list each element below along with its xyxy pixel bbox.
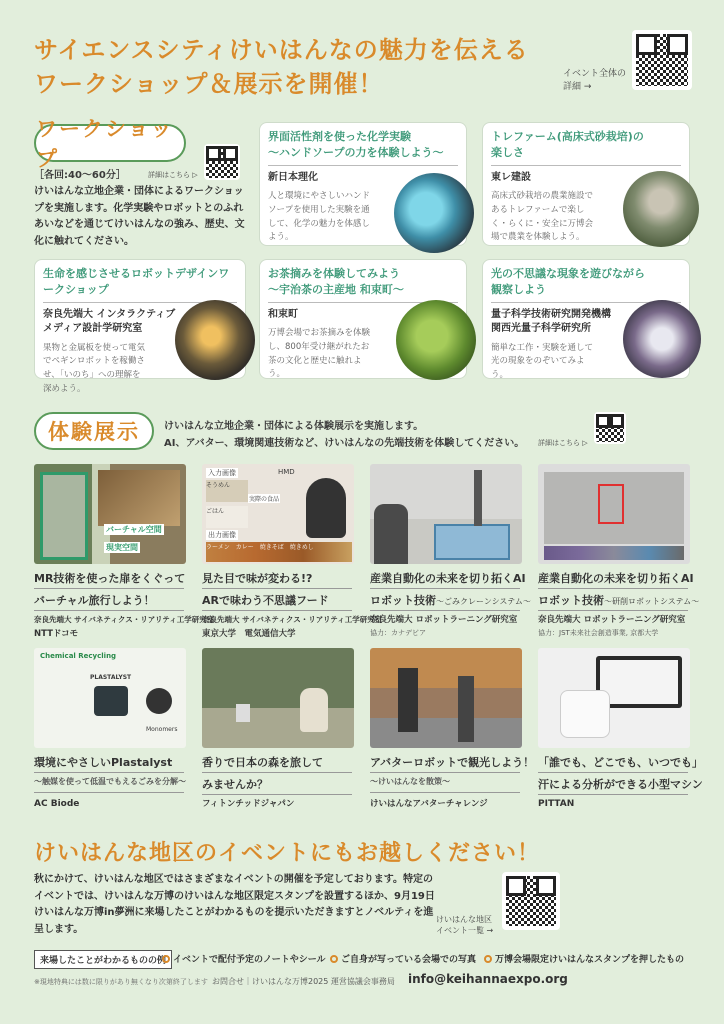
- exhibit-org-4a: 奈良先端大 ロボットラーニング研究室: [538, 615, 686, 625]
- workshop-card-torayfarm[interactable]: [482, 122, 690, 246]
- card-desc: 高床式砂栽培の農業施設であるトレファームで楽しく・らくに・安全に万博会場で農業を体験しよう。: [491, 191, 594, 243]
- footer-email-link[interactable]: info@keihannaexpo.org: [408, 972, 568, 986]
- card-title: 光の不思議な現象を遊びながら 観察しよう: [491, 267, 645, 296]
- card-org: 東レ建設: [491, 171, 531, 183]
- workshop-card-light[interactable]: [482, 259, 690, 379]
- light-photo: [623, 300, 701, 378]
- card-title: 界面活性剤を使った化学実験 〜ハンドソープの力を体験しよう〜: [268, 130, 444, 159]
- proof-label: 来場したことがわかるものの例: [34, 950, 172, 969]
- workshop-card-tea[interactable]: [259, 259, 467, 379]
- proof-item-2: ご自身が写っている会場での写真: [330, 952, 476, 965]
- exhibit-image-avatar-robot: [370, 648, 522, 748]
- exhibit-org-7: けいはんなアバターチャレンジ: [370, 799, 488, 809]
- workshop-section-title: ワークショップ: [34, 124, 186, 162]
- exhibit-title-7: アバターロボットで観光しよう！: [370, 756, 535, 769]
- label-plastalyst: PLASTALYST: [90, 674, 132, 681]
- headline-line-1: サイエンスシティけいはんなの魅力を伝える: [34, 36, 529, 64]
- exhibit-image-grinding: [538, 464, 690, 564]
- proof-item-1: イベントで配付予定のノートやシール: [162, 952, 326, 965]
- robot-photo: [175, 300, 255, 380]
- exhibit-title-3: 産業自動化の未来を切り拓くAI: [370, 572, 526, 585]
- exhibit-subtitle-7: 〜けいはんなを散策〜: [370, 777, 450, 786]
- card-org: 奈良先端大 インタラクティブ メディア設計学研究室: [43, 308, 176, 335]
- card-org: 新日本理化: [268, 171, 318, 183]
- workshop-card-chemistry[interactable]: [259, 122, 467, 246]
- label-output-foods: ラーメン カレー 焼きそば 焼きめし: [206, 542, 352, 562]
- exhibit-title-6: 香りで日本の森を旅して: [202, 756, 323, 769]
- label-monomers: Monomers: [146, 726, 178, 733]
- event-details-label: イベント全体の 詳細 →: [563, 69, 627, 92]
- exhibit-qr-code[interactable]: [594, 412, 626, 444]
- exhibit-org-8: PITTAN: [538, 799, 575, 809]
- label-virtual-space: バーチャル空間: [106, 525, 162, 534]
- workshop-duration: ［各回:40〜60分］: [34, 170, 126, 181]
- exhibit-subtitle-1: バーチャル旅行しよう！: [34, 594, 155, 607]
- exhibit-org-1a: 奈良先端大 サイバネティクス・リアリティ工学研究室: [34, 615, 215, 624]
- district-qr-code[interactable]: [502, 872, 560, 930]
- exhibit-image-forest: [202, 648, 354, 748]
- exhibit-image-crane: [370, 464, 522, 564]
- exhibit-details-label: 詳細はこちら ▷: [538, 439, 588, 447]
- exhibit-section-title: 体験展示: [34, 412, 154, 450]
- exhibit-subtitle-6: みませんか？: [202, 778, 268, 791]
- event-qr-code[interactable]: [632, 30, 692, 90]
- card-title: トレファーム(高床式砂栽培)の 楽しさ: [491, 130, 644, 159]
- exhibit-title-5: 環境にやさしいPlastalyst: [34, 756, 173, 769]
- footer-note: ※現地特典には数に限りがあり無くなり次第終了します: [34, 978, 208, 986]
- card-desc: 簡単な工作・実験を通して光の現象をのぞいてみよう。: [491, 342, 594, 381]
- exhibit-image-ar-food: [202, 464, 354, 564]
- exhibit-org-4b: 協力：JST未来社会創造事業, 京都大学: [538, 629, 659, 637]
- card-org: 和束町: [268, 308, 298, 320]
- label-real-space: 現実空間: [106, 543, 138, 552]
- workshop-qr-code[interactable]: [204, 144, 240, 180]
- district-qr-label: けいはんな地区 イベント一覧 →: [436, 915, 494, 935]
- exhibit-title-8: 「誰でも、どこでも、いつでも」: [538, 756, 703, 769]
- label-input-image: 入力画像: [208, 469, 236, 477]
- exhibit-org-1b: NTTドコモ: [34, 629, 79, 639]
- exhibit-title-2: 見た目で味が変わる!?: [202, 572, 313, 585]
- label-hmd: HMD: [278, 468, 295, 476]
- footer-contact: お問合せ｜けいはんな万博2025 運営協議会事務局: [212, 977, 395, 986]
- exhibit-intro: けいはんな立地企業・団体による体験展示を実施します。 AI、アバター、環境関連技術など、けいはんなの先端技術を体験してください。: [164, 421, 525, 449]
- label-real-food: 実際の食品: [249, 496, 280, 503]
- exhibit-org-2a: 奈良先端大 サイバネティクス・リアリティ工学研究室: [202, 615, 383, 624]
- card-desc: 人と環境にやさしいハンドソープを使用した実験を通して、化学の魅力を体感しよう。: [268, 191, 371, 243]
- exhibit-title-4: 産業自動化の未来を切り拓くAI: [538, 572, 694, 585]
- exhibit-title-1: MR技術を使った扉をくぐって: [34, 572, 186, 585]
- exhibit-org-2b: 東京大学 電気通信大学: [202, 629, 296, 639]
- exhibit-org-3a: 奈良先端大 ロボットラーニング研究室: [370, 615, 518, 625]
- card-desc: 果物と金属板を使って電気でペギンロボットを稼働させ、「いのち」への理解を深めよう。: [43, 342, 146, 394]
- card-desc: 万博会場でお茶摘みを体験し、800年受け継がれたお茶の文化と歴史に触れよう。: [268, 328, 371, 380]
- headline-line-2: ワークショップ＆展示を開催！: [34, 70, 384, 98]
- tea-photo: [396, 300, 476, 380]
- workshop-intro: けいはんな立地企業・団体によるワークショップを実施します。化学実験やロボットとのふれあいなどを通じてけいはんなの強み、歴史、文化に触れてください。: [34, 186, 245, 247]
- proof-item-3: 万博会場限定けいはんなスタンプを押したもの: [484, 952, 684, 965]
- card-org: 量子科学技術研究開発機構 関西光量子科学研究所: [491, 308, 611, 335]
- exhibit-subtitle-5: 〜触媒を使って低温でもえるごみを分解〜: [34, 777, 186, 786]
- label-chemical-recycling: Chemical Recycling: [40, 652, 117, 660]
- exhibit-image-mr-door: [34, 464, 186, 564]
- workshop-details-label: 詳細はこちら ▷: [148, 171, 198, 179]
- card-title: お茶摘みを体験してみよう 〜宇治茶の主産地 和束町〜: [268, 267, 404, 296]
- label-output-image: 出力画像: [208, 531, 236, 539]
- exhibit-org-6: フィトンチッドジャパン: [202, 799, 295, 809]
- exhibit-org-3b: 協力：カナデビア: [370, 629, 426, 637]
- label-rice: ごはん: [206, 506, 248, 528]
- exhibit-subtitle-4: ロボット技術〜研削ロボットシステム〜: [538, 594, 700, 607]
- exhibit-subtitle-3: ロボット技術〜ごみクレーンシステム〜: [370, 594, 531, 607]
- district-title: けいはんな地区のイベントにもお越しください！: [34, 841, 541, 866]
- district-body: 秋にかけて、けいはんな地区ではさまざまなイベントの開催を予定しております。特定のイベントでは、けいはんな万博のけいはんな地区限定スタンプを設置するほか、9月19日けいはんな万博in夢洲に来場したことがわかるものを提示いただきますとノベルティを進呈します。: [34, 874, 435, 935]
- exhibit-org-5: AC Biode: [34, 799, 80, 809]
- workshop-card-robot[interactable]: [34, 259, 246, 394]
- chemistry-photo: [394, 173, 474, 253]
- label-somen: そうめん: [206, 480, 248, 502]
- exhibit-subtitle-2: ARで味わう不思議フード: [202, 594, 329, 607]
- exhibit-subtitle-8: 汗による分析ができる小型マシン: [538, 778, 703, 791]
- exhibit-image-pittan: [538, 648, 690, 748]
- exhibit-image-plastalyst: [34, 648, 186, 748]
- farm-photo: [623, 171, 699, 247]
- card-title: 生命を感じさせるロボットデザインワークショップ: [43, 267, 230, 296]
